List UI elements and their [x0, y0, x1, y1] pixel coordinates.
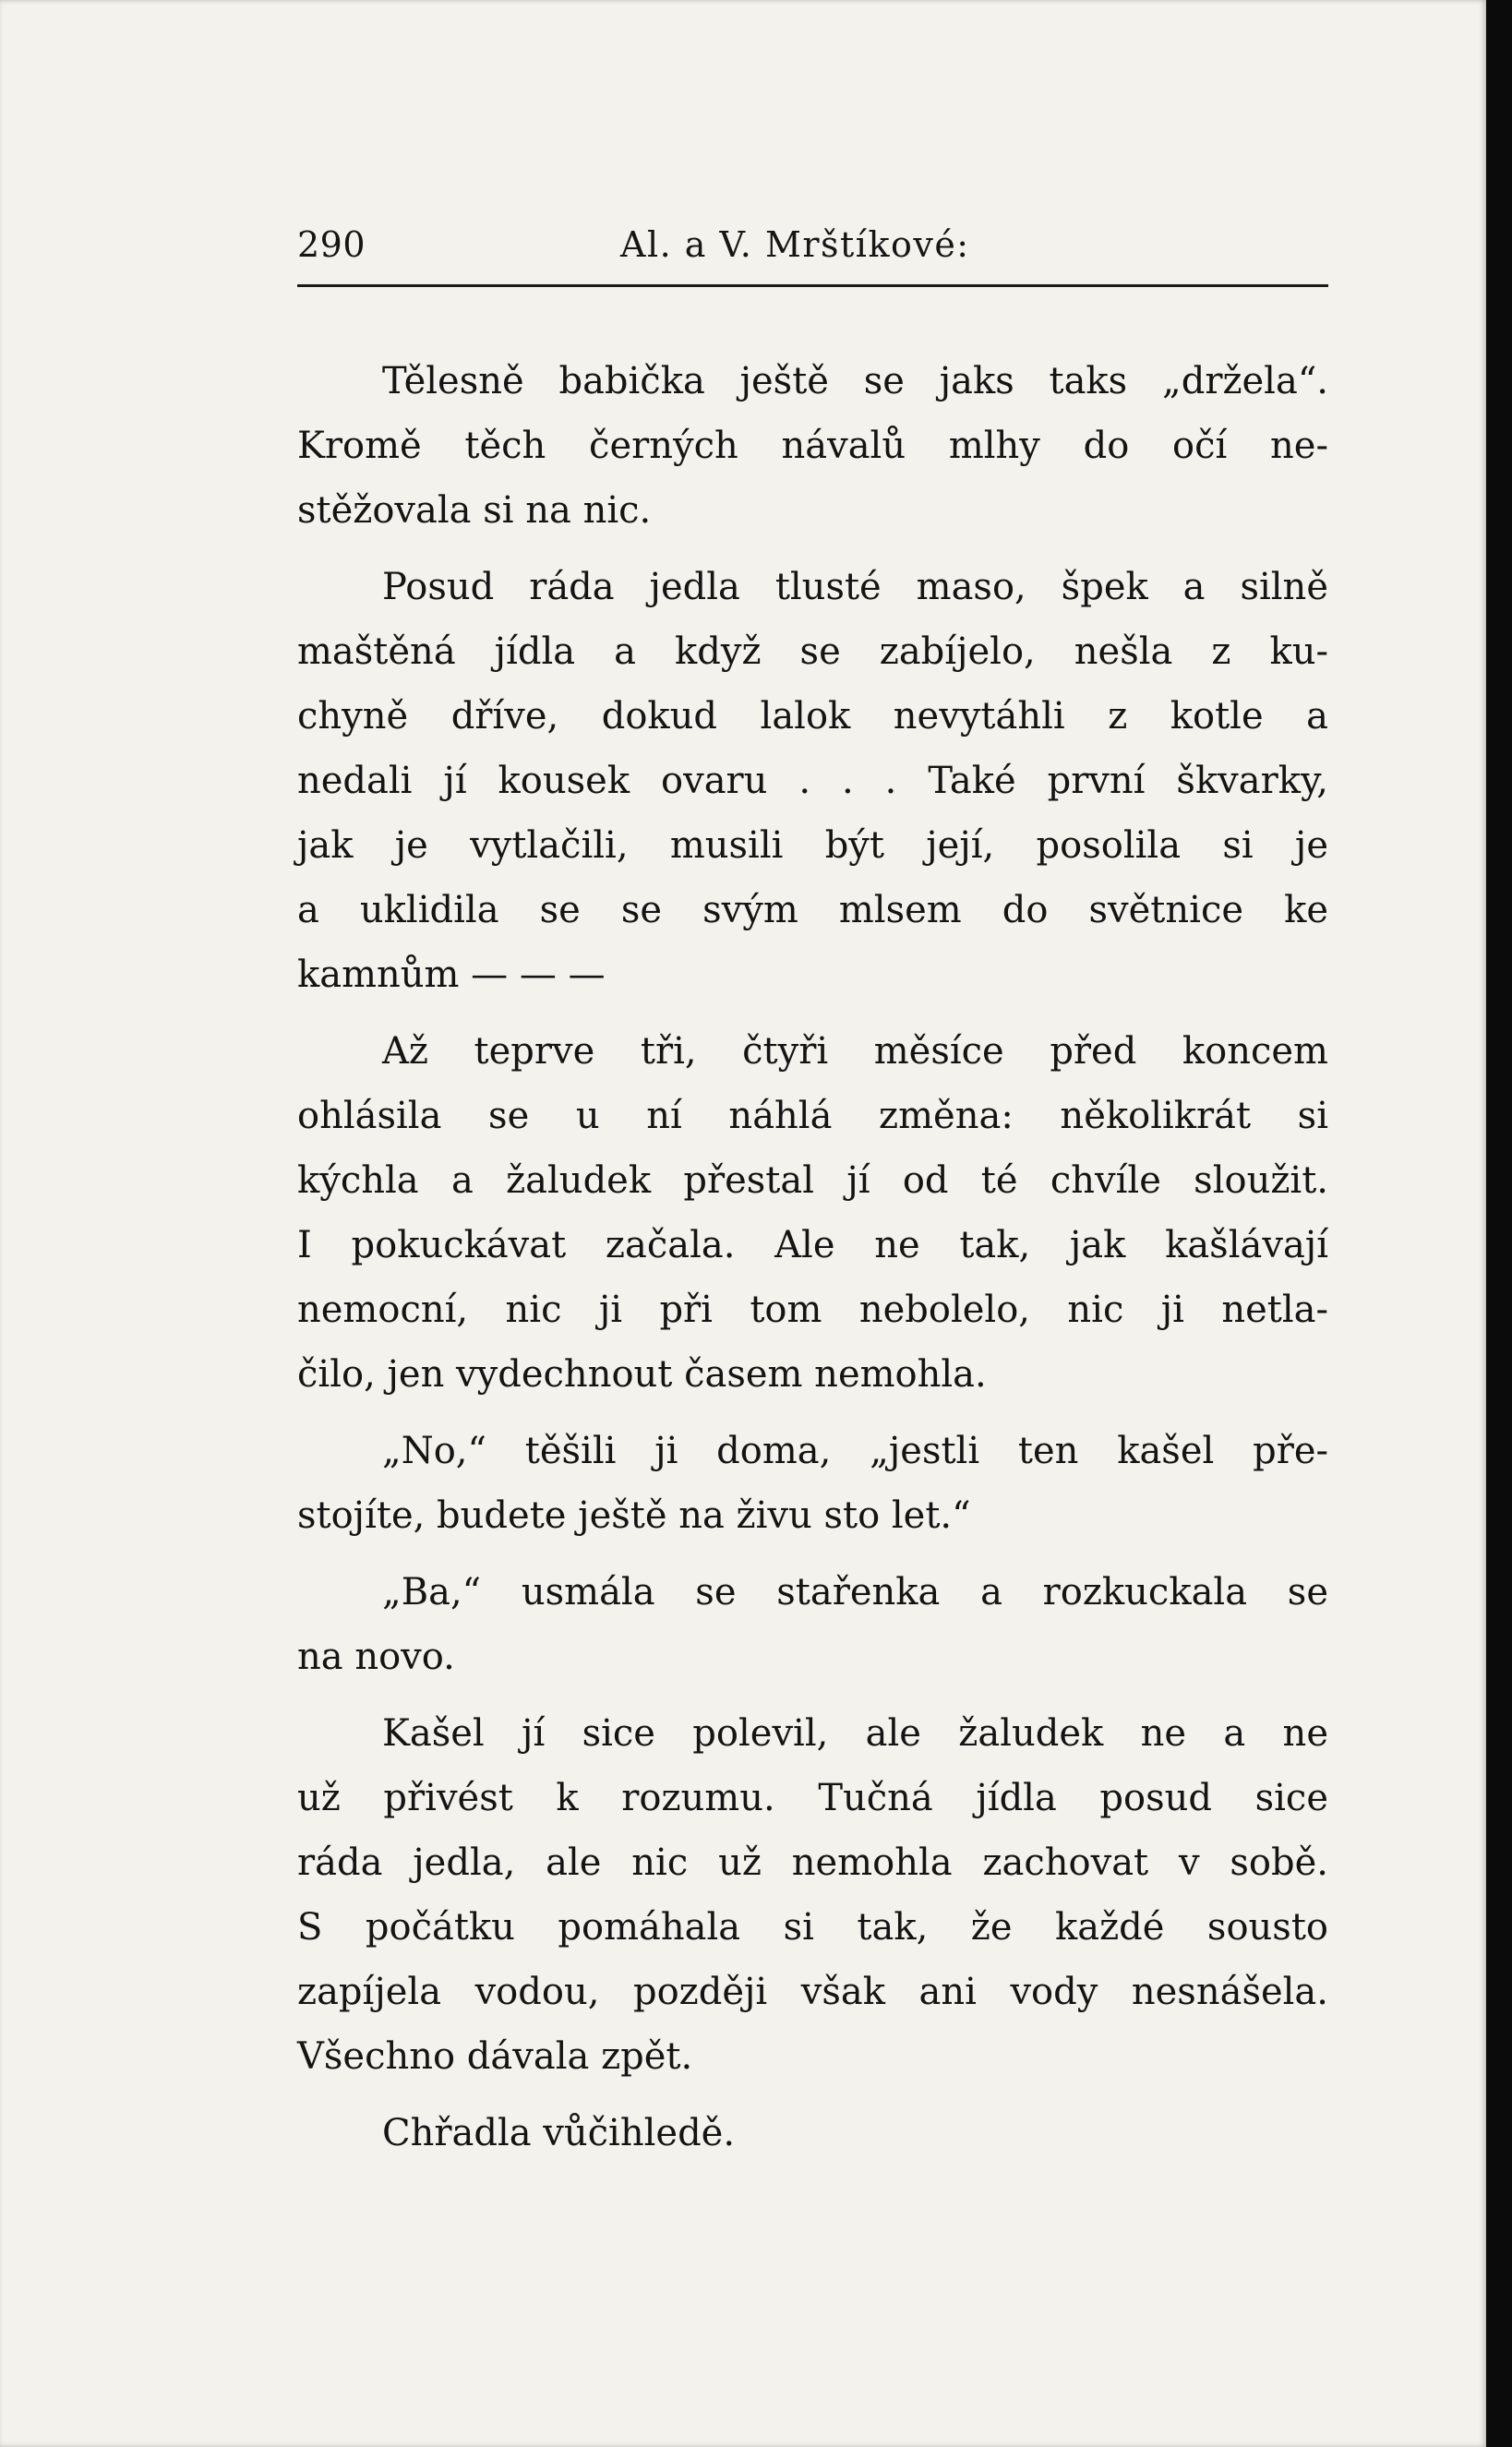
running-head: Al. a V. Mrštíkové: [620, 224, 970, 265]
text-line: Všechno dávala zpět. [297, 2035, 693, 2078]
text-line: Kašel jí sice polevil, ale žaludek ne a ne [382, 1712, 1328, 1755]
text-line: chyně dříve, dokud lalok nevytáhli z kotle a [297, 695, 1328, 738]
text-line: kýchla a žaludek přestal jí od té chvíle sloužit. [297, 1159, 1328, 1202]
text-line: Tělesně babička ještě se jaks taks „držela“. [382, 360, 1328, 402]
text-line: ráda jedla, ale nic už nemohla zachovat v sobě. [297, 1841, 1328, 1884]
text-line: už přivést k rozumu. Tučná jídla posud sice [297, 1777, 1328, 1819]
page-number: 290 [297, 224, 366, 265]
text-line: čilo, jen vydechnout časem nemohla. [297, 1353, 987, 1396]
text-line: zapíjela vodou, později však ani vody nesnášela. [297, 1971, 1328, 2013]
text-line: „No,“ těšili ji doma, „jestli ten kašel pře- [382, 1430, 1328, 1472]
text-line: maštěná jídla a když se zabíjelo, nešla z ku- [297, 630, 1328, 673]
paragraph [297, 1560, 1328, 1689]
text-line: stojíte, budete ještě na živu sto let.“ [297, 1494, 971, 1537]
text-line: Až teprve tři, čtyři měsíce před koncem [382, 1030, 1328, 1073]
text-line: stěžovala si na nic. [297, 489, 652, 532]
paragraph [297, 1419, 1328, 1548]
header-rule [297, 284, 1328, 287]
body-text [297, 349, 1328, 2177]
text-line: I pokuckávat začala. Ale ne tak, jak kašlávají [297, 1224, 1328, 1266]
paragraph [297, 1701, 1328, 2089]
paragraph [297, 2101, 1328, 2165]
text-line: na novo. [297, 1636, 455, 1678]
text-line: nemocní, nic ji při tom nebolelo, nic ji netla- [297, 1289, 1328, 1331]
text-line: S počátku pomáhala si tak, že každé sousto [297, 1906, 1328, 1949]
text-line: Kromě těch černých návalů mlhy do očí ne- [297, 425, 1328, 467]
text-line: Chřadla vůčihledě. [382, 2112, 736, 2154]
text-line: a uklidila se se svým mlsem do světnice ke [297, 889, 1328, 931]
text-line: jak je vytlačili, musili být její, posolila si je [297, 824, 1328, 867]
page-header [297, 222, 1328, 281]
text-line: kamnům — — — [297, 954, 606, 996]
paragraph [297, 555, 1328, 1007]
text-line: „Ba,“ usmála se stařenka a rozkuckala se [382, 1571, 1328, 1613]
scan-border [1486, 0, 1512, 2447]
text-line: ohlásila se u ní náhlá změna: několikrát si [297, 1095, 1328, 1137]
text-line: Posud ráda jedla tlusté maso, špek a silně [382, 566, 1328, 608]
paragraph [297, 1019, 1328, 1407]
paragraph [297, 349, 1328, 543]
text-line: nedali jí kousek ovaru . . . Také první škvarky, [297, 760, 1328, 802]
